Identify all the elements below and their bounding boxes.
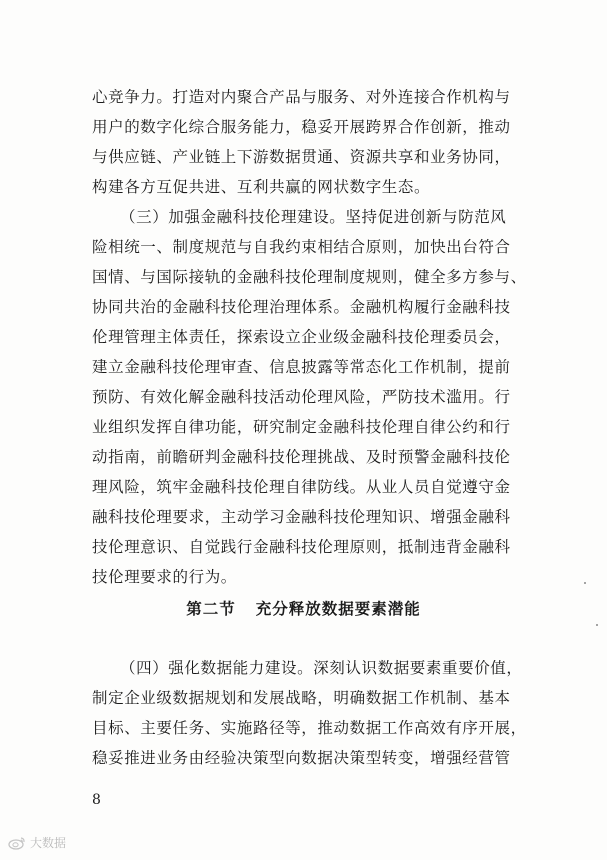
section-label: 第二节 [186,599,236,618]
text-line: 融科技伦理要求，主动学习金融科技伦理知识、增强金融科 [92,508,511,526]
body-text-top [92,82,530,592]
text-line: 协同共治的金融科技伦理治理体系。金融机构履行金融科技 [92,298,511,316]
text-line: 业组织发挥自律功能，研究制定金融科技伦理自律公约和行 [92,418,511,436]
text-line: 国情、与国际接轨的金融科技伦理制度规则，健全多方参与、 [92,268,527,286]
text-line: 与供应链、产业链上下游数据贯通、资源共享和业务协同， [92,148,511,166]
text-line: 险相统一、制度规范与自我约束相结合原则，加快出台符合 [92,238,511,256]
scan-speck [596,624,598,626]
section-heading [0,597,607,619]
text-line: 心竞争力。打造对内聚合产品与服务、对外连接合作机构与 [92,88,511,106]
weibo-logo-icon [8,836,26,850]
text-line: 目标、主要任务、实施路径等，推动数据工作高效有序开展， [92,719,527,737]
text-line: 构建各方互促共进、互利共赢的网状数字生态。 [92,178,431,196]
text-line: 建立金融科技伦理审查、信息披露等常态化工作机制，提前 [92,358,511,376]
text-line: 理风险，筑牢金融科技伦理自律防线。从业人员自觉遵守金 [92,478,511,496]
text-line: 动指南，前瞻研判金融科技伦理挑战、及时预警金融科技伦 [92,448,511,466]
text-line: 预防、有效化解金融科技活动伦理风险，严防技术滥用。行 [92,388,511,406]
text-line: 稳妥推进业务由经验决策型向数据决策型转变，增强经营管 [92,749,511,767]
page-number: 8 [92,792,101,808]
text-line: 伦理管理主体责任，探索设立企业级金融科技伦理委员会， [92,328,511,346]
text-line: 制定企业级数据规划和发展战略，明确数据工作机制、基本 [92,689,511,707]
text-line: （四）强化数据能力建设。深刻认识数据要素重要价值， [120,659,523,677]
text-line: 用户的数字化综合服务能力，稳妥开展跨界合作创新，推动 [92,118,511,136]
body-text-bottom [92,653,530,773]
scan-speck [584,582,586,584]
section-title: 充分释放数据要素潜能 [255,599,421,618]
text-line: 技伦理意识、自觉践行金融科技伦理原则，抵制违背金融科 [92,538,511,556]
text-line: 技伦理要求的行为。 [92,568,237,586]
watermark [8,834,66,851]
watermark-text: 大数据 [30,836,67,850]
text-line: （三）加强金融科技伦理建设。坚持促进创新与防范风 [120,208,507,226]
